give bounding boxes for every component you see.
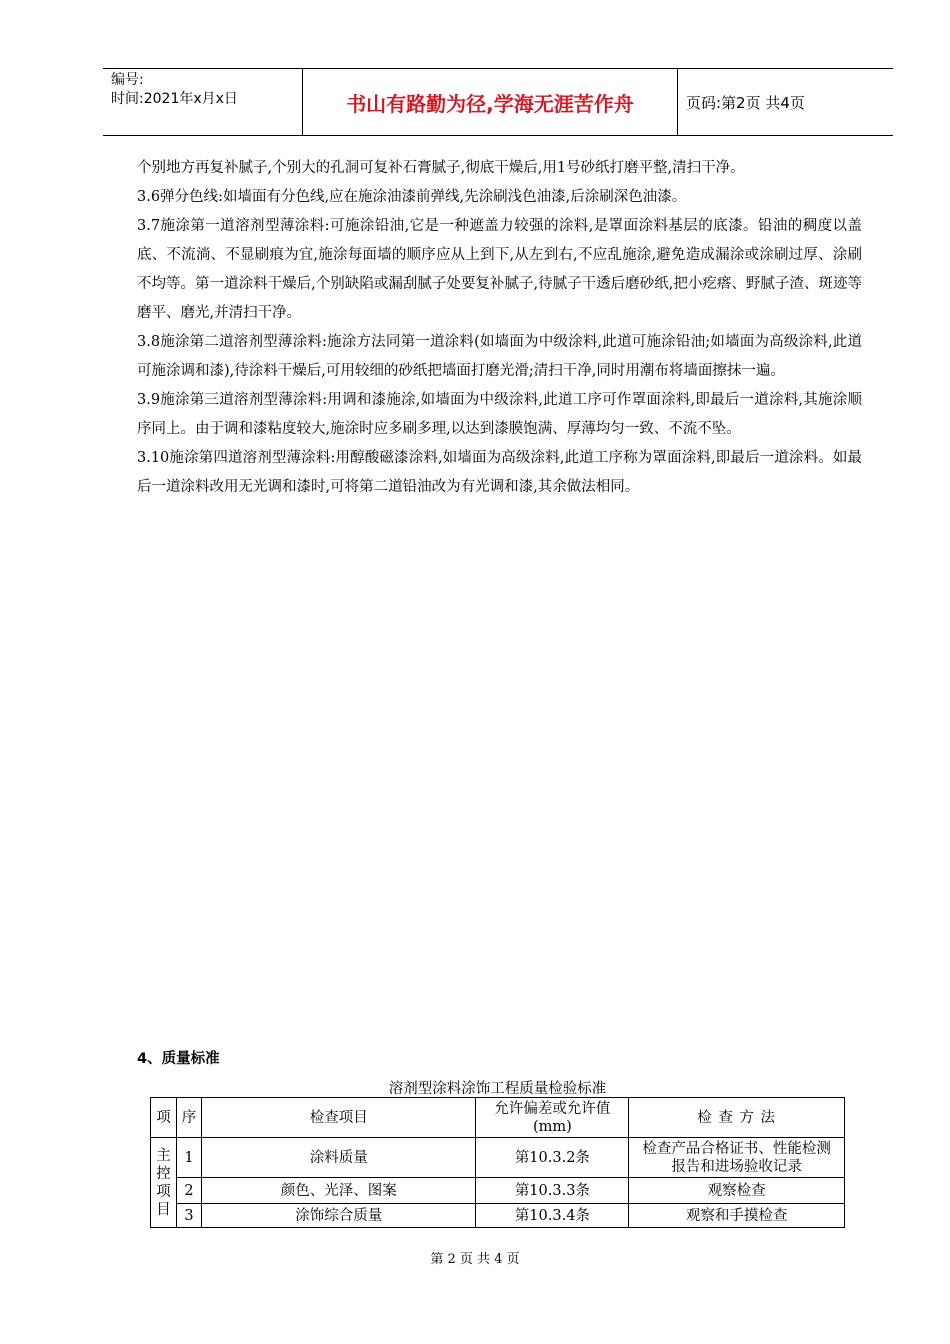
table-title: 溶剂型涂料涂饰工程质量检验标准: [388, 1081, 607, 1097]
method-cell: 检查产品合格证书、性能检测报告和进场验收记录: [629, 1138, 845, 1178]
paragraph: 3.7施涂第一道溶剂型薄涂料:可施涂铅油,它是一种遮盖力较强的涂料,是罩面涂料基层的底漆。铅油的稠度以盖底、不流淌、不显刷痕为宜,施涂每面墙的顺序应从上到下,从左到右,不应乱施涂,避免造成漏涂或涂刷过厚、涂刷不均等。第一道涂料干燥后,个别缺陷或漏刮腻子处要复补腻子,待腻子干透后磨砂纸,把小疙瘩、野腻子渣、斑迹等磨平、磨光,并清扫干净。: [137, 218, 862, 321]
section-title: 4、质量标准: [137, 1051, 220, 1067]
header-cell: 序: [176, 1098, 201, 1138]
seq-cell: 2: [176, 1178, 201, 1204]
value-cell: 第10.3.2条: [476, 1138, 629, 1178]
method-cell: 观察检查: [629, 1178, 845, 1204]
header-slogan: 书山有路勤为径,学海无涯苦作舟: [303, 69, 678, 135]
table-header-row: [151, 1098, 845, 1138]
document-number-label: 编号:: [111, 72, 144, 88]
paragraph: 3.10施涂第四道溶剂型薄涂料:用醇酸磁漆涂料,如墙面为高级涂料,此道工序称为罩面涂料,即最后一道涂料。如最后一道涂料改用无光调和漆时,可将第二道铅油改为有光调和漆,其余做法相同。: [137, 450, 862, 495]
header-page-info: 页码:第2页 共4页: [686, 93, 805, 112]
seq-cell: 3: [176, 1204, 201, 1228]
quality-table: [150, 1097, 845, 1228]
item-cell: 涂料质量: [201, 1138, 476, 1178]
item-cell: 颜色、光泽、图案: [201, 1178, 476, 1204]
paragraph: 3.6弹分色线:如墙面有分色线,应在施涂油漆前弹线,先涂刷浅色油漆,后涂刷深色油漆。: [137, 189, 687, 205]
header-cell: 检 查 方 法: [629, 1098, 845, 1138]
value-cell: 第10.3.4条: [476, 1204, 629, 1228]
paragraph: 个别地方再复补腻子,个别大的孔洞可复补石膏腻子,彻底干燥后,用1号砂纸打磨平整,清扫干净。: [137, 160, 745, 176]
page-header: [103, 68, 893, 136]
table-row: [151, 1204, 845, 1228]
value-cell: 第10.3.3条: [476, 1178, 629, 1204]
paragraph: 3.9施涂第三道溶剂型薄涂料:用调和漆施涂,如墙面为中级涂料,此道工序可作罩面涂料,即最后一道涂料,其施涂顺序同上。由于调和漆粘度较大,施涂时应多刷多理,以达到漆膜饱满、厚薄均匀一致、不流不坠。: [137, 392, 862, 437]
header-meta: [103, 69, 303, 135]
method-cell: 观察和手摸检查: [629, 1204, 845, 1228]
table-row: [151, 1138, 845, 1178]
seq-cell: 1: [176, 1138, 201, 1178]
header-cell: 检查项目: [201, 1098, 476, 1138]
paragraph: 3.8施涂第二道溶剂型薄涂料:施涂方法同第一道涂料(如墙面为中级涂料,此道可施涂铅油;如墙面为高级涂料,此道可施涂调和漆),待涂料干燥后,可用较细的砂纸把墙面打磨光滑;清扫干净,同时用潮布将墙面擦抹一遍。: [137, 334, 862, 379]
group-cell: 主控项目: [151, 1138, 177, 1228]
item-cell: 涂饰综合质量: [201, 1204, 476, 1228]
table-row: [151, 1178, 845, 1204]
header-cell: 允许偏差或允许值(mm): [476, 1098, 629, 1138]
document-time-label: 时间:2021年x月x日: [111, 91, 238, 107]
body-text: [137, 154, 862, 502]
page-footer: 第 2 页 共 4 页: [430, 1252, 520, 1267]
header-cell: 项: [151, 1098, 177, 1138]
